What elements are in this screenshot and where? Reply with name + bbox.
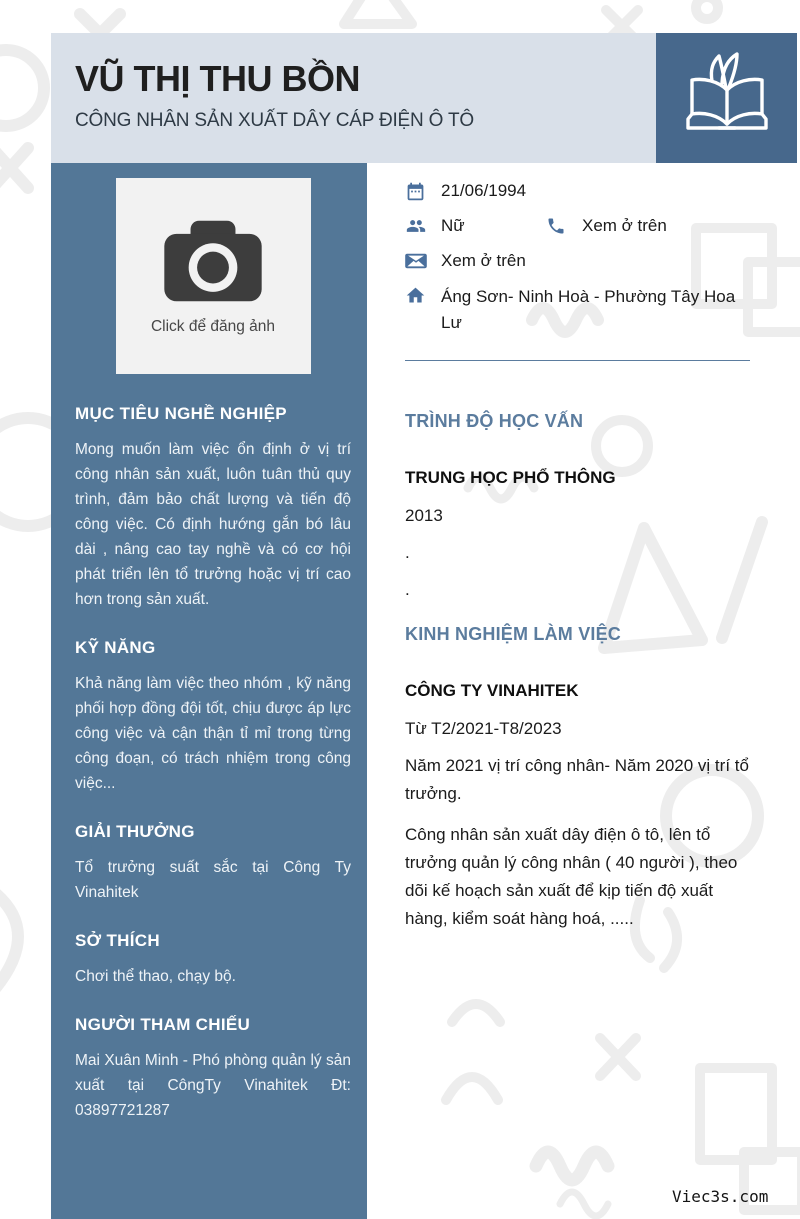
experience-summary: Năm 2021 vị trí công nhân- Năm 2020 vị trí tổ trưởng. xyxy=(405,756,749,803)
education-heading: TRÌNH ĐỘ HỌC VẤN xyxy=(405,411,584,431)
experience-period: Từ T2/2021-T8/2023 xyxy=(405,719,562,738)
phone-icon xyxy=(546,215,570,237)
site-brand: Viec3s.com xyxy=(672,1187,769,1206)
address-value: Áng Sơn- Ninh Hoà - Phường Tây Hoa Lư xyxy=(441,287,736,332)
camera-icon xyxy=(156,217,270,310)
candidate-job-title: CÔNG NHÂN SẢN XUẤT DÂY CÁP ĐIỆN Ô TÔ xyxy=(75,110,474,131)
education-placeholder-1: . xyxy=(405,543,410,562)
sidebar-heading-hobbies: SỞ THÍCH xyxy=(75,931,160,950)
header xyxy=(51,33,656,163)
sidebar-heading-awards: GIẢI THƯỞNG xyxy=(75,822,195,841)
sidebar-text-awards: Tổ trưởng suất sắc tại Công Ty Vinahitek xyxy=(75,859,351,901)
experience-heading: KINH NGHIỆM LÀM VIỆC xyxy=(405,624,622,644)
sidebar-heading-references: NGƯỜI THAM CHIẾU xyxy=(75,1015,251,1034)
sidebar-heading-skills: KỸ NĂNG xyxy=(75,638,156,657)
experience-detail: Công nhân sản xuất dây điện ô tô, lên tổ trưởng quản lý công nhân ( 40 người ), theo dõi kế hoạch sản xuất để kịp tiến độ xuất hàng, kiểm soát hàng hoá, ..... xyxy=(405,825,738,928)
photo-upload-label[interactable]: Click để đăng ảnh xyxy=(150,317,276,335)
contact-row-email xyxy=(405,249,757,273)
calendar-icon xyxy=(405,180,429,202)
photo-upload-button[interactable] xyxy=(116,178,311,374)
candidate-name: VŨ THỊ THU BỒN xyxy=(75,58,360,99)
contact-row-dob xyxy=(405,179,757,203)
sidebar-text-hobbies: Chơi thể thao, chạy bộ. xyxy=(75,968,236,985)
education-year: 2013 xyxy=(405,506,443,525)
email-value: Xem ở trên xyxy=(441,251,526,270)
sidebar xyxy=(51,163,367,1219)
home-icon xyxy=(405,284,429,306)
contact-row-address xyxy=(405,284,757,336)
people-icon xyxy=(405,215,429,237)
phone-value: Xem ở trên xyxy=(582,216,667,235)
sidebar-text-skills: Khả năng làm việc theo nhóm , kỹ năng phối hợp đồng đội tốt, chịu được áp lực công việc và cận thận tỉ mỉ trong từng công đoạn, có trách nhiệm trong công việc... xyxy=(75,675,351,792)
contact-divider xyxy=(405,360,750,361)
dob-value: 21/06/1994 xyxy=(441,181,527,200)
envelope-icon xyxy=(405,250,429,272)
sidebar-text-objective: Mong muốn làm việc ổn định ở vị trí công nhân sản xuất, luôn tuân thủ quy trình, đảm bảo chất lượng và tiến độ công việc. Có định hướng gắn bó lâu dài , nâng cao tay nghề và có cơ hội phát triển lên tổ trưởng hoặc vị trí cao hơn trong sản xuất. xyxy=(75,441,351,608)
logo-tile xyxy=(656,33,797,163)
experience-company: CÔNG TY VINAHITEK xyxy=(405,681,579,700)
sidebar-heading-objective: MỤC TIÊU NGHỀ NGHIỆP xyxy=(75,404,287,423)
gender-value: Nữ xyxy=(441,216,465,235)
main-column xyxy=(405,173,757,933)
contact-row-gender-phone xyxy=(405,214,757,238)
sidebar-text-references: Mai Xuân Minh - Phó phòng quản lý sản xuất tại CôngTy Vinahitek Đt: 03897721287 xyxy=(75,1052,351,1119)
gender-cell xyxy=(405,214,546,238)
education-school: TRUNG HỌC PHỔ THÔNG xyxy=(405,468,616,487)
open-book-icon xyxy=(679,52,775,145)
education-placeholder-2: . xyxy=(405,580,410,599)
